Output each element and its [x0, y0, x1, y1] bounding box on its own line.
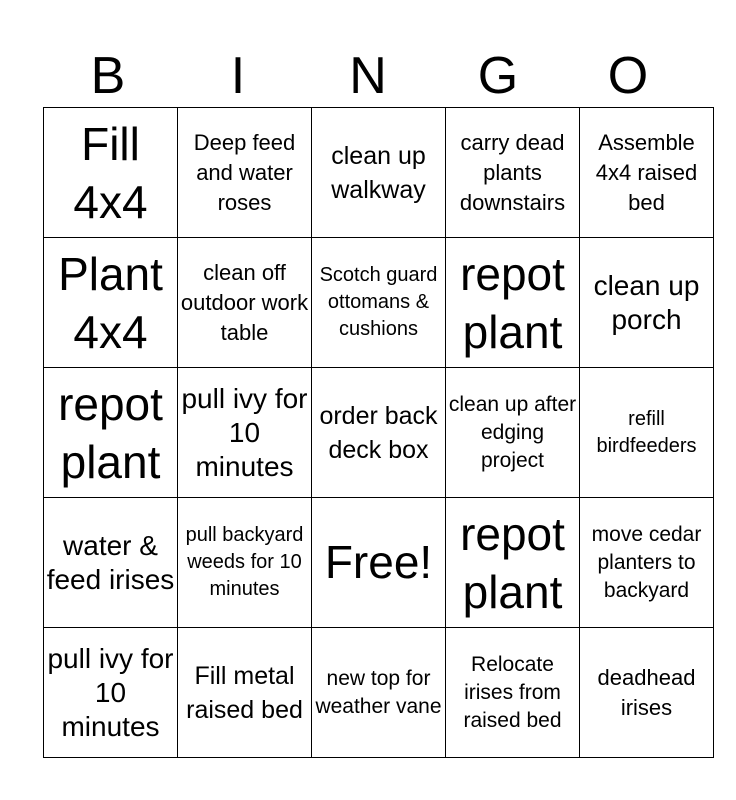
bingo-cell[interactable] — [312, 238, 446, 368]
cell-text: carry dead plants downstairs — [459, 129, 566, 215]
bingo-cell[interactable] — [312, 498, 446, 628]
cell-text: clean up walkway — [331, 141, 426, 204]
cell-text: order back deck box — [319, 401, 438, 464]
board-row — [44, 498, 714, 628]
header-letter-b: B — [90, 47, 126, 105]
cell-text: repot plant — [58, 377, 163, 488]
cell-text: Fill 4x4 — [73, 117, 148, 228]
bingo-cell[interactable] — [178, 628, 312, 758]
cell-text: Plant 4x4 — [58, 247, 163, 358]
bingo-cell[interactable] — [178, 368, 312, 498]
cell-text: pull ivy for 10 minutes — [181, 382, 308, 482]
cell-text: pull ivy for 10 minutes — [47, 642, 174, 742]
header-letter-n: N — [349, 47, 387, 105]
board-row — [44, 238, 714, 368]
bingo-board — [43, 107, 714, 758]
bingo-cell[interactable] — [580, 498, 714, 628]
board-row — [44, 628, 714, 758]
cell-text: Relocate irises from raised bed — [463, 652, 562, 732]
cell-text: Fill metal raised bed — [186, 661, 303, 724]
bingo-cell[interactable] — [44, 368, 178, 498]
bingo-cell[interactable] — [178, 498, 312, 628]
cell-text: move cedar planters to backyard — [591, 522, 702, 602]
cell-text: Free! — [324, 536, 433, 588]
bingo-cell[interactable] — [580, 238, 714, 368]
bingo-cell[interactable] — [44, 238, 178, 368]
cell-text: new top for weather vane — [315, 666, 442, 718]
cell-text: water & feed irises — [46, 529, 175, 595]
board-row — [44, 368, 714, 498]
cell-text: Scotch guard ottomans & cushions — [319, 264, 438, 340]
cell-text: repot plant — [460, 507, 565, 618]
bingo-cell[interactable] — [446, 108, 580, 238]
bingo-cell[interactable] — [580, 108, 714, 238]
cell-text: clean up porch — [593, 269, 700, 335]
bingo-cell[interactable] — [446, 238, 580, 368]
bingo-cell[interactable] — [312, 108, 446, 238]
bingo-cell[interactable] — [178, 238, 312, 368]
bingo-cell[interactable] — [44, 108, 178, 238]
cell-text: Deep feed and water roses — [193, 129, 296, 215]
bingo-cell[interactable] — [446, 498, 580, 628]
bingo-cell[interactable] — [446, 368, 580, 498]
bingo-cell[interactable] — [44, 498, 178, 628]
bingo-cell[interactable] — [44, 628, 178, 758]
header-letter-o: O — [607, 47, 649, 105]
bingo-cell[interactable] — [446, 628, 580, 758]
board-row — [44, 108, 714, 238]
bingo-cell[interactable] — [178, 108, 312, 238]
header-letter-g: G — [477, 47, 519, 105]
cell-text: clean off outdoor work table — [180, 259, 309, 345]
cell-text: pull backyard weeds for 10 minutes — [185, 524, 304, 600]
bingo-header — [43, 44, 693, 108]
bingo-cell[interactable] — [580, 628, 714, 758]
cell-text: deadhead irises — [597, 664, 696, 720]
header-letter-i: I — [230, 47, 246, 105]
bingo-cell[interactable] — [312, 628, 446, 758]
cell-text: repot plant — [460, 247, 565, 358]
bingo-cell[interactable] — [312, 368, 446, 498]
bingo-cell[interactable] — [580, 368, 714, 498]
cell-text: refill birdfeeders — [596, 407, 697, 457]
cell-text: Assemble 4x4 raised bed — [595, 129, 698, 215]
cell-text: clean up after edging project — [448, 392, 577, 472]
